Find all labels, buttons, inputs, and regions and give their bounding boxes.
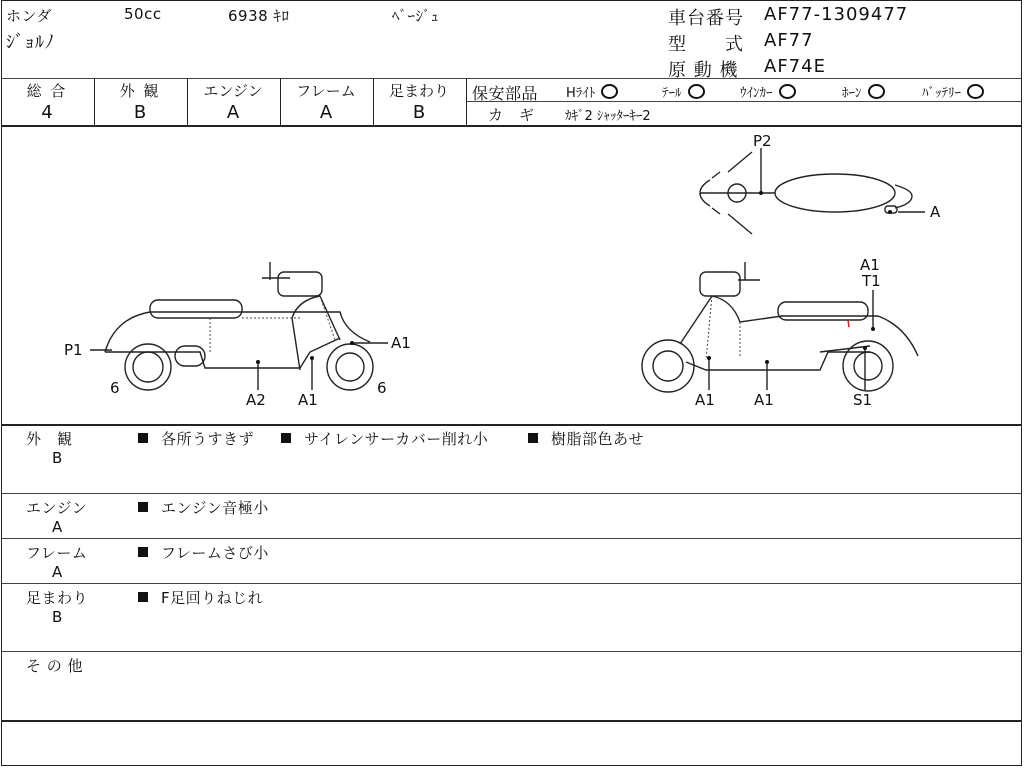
safety-label: 保安部品: [472, 84, 539, 103]
grade-name-overall: 総 合: [26, 82, 68, 100]
grade-value-frame: A: [319, 102, 333, 123]
model-name: ｼﾞｮﾙﾉ: [6, 32, 55, 53]
section-engine-grade: A: [52, 518, 63, 536]
label-left-a1r: A1: [391, 334, 411, 352]
divider: [1, 78, 1022, 79]
section-appearance-name: 外 観: [26, 430, 73, 448]
type-value: AF77: [764, 30, 814, 51]
mileage: 6938 ｷﾛ: [228, 7, 290, 25]
engine-label: 原 動 機: [668, 60, 739, 81]
note-engine-1: エンジン音極小: [138, 497, 269, 518]
label-a-top: A: [930, 203, 941, 221]
scooter-left-view: [105, 262, 373, 390]
label-left-6a: 6: [110, 379, 120, 397]
grade-name-appearance: 外 観: [119, 82, 161, 100]
grade-name-frame: フレーム: [296, 82, 356, 100]
safety-horn: ﾎｰﾝ: [842, 82, 885, 101]
check-circle-icon: [779, 84, 796, 99]
safety-headlight: Hﾗｲﾄ: [566, 82, 618, 101]
scooter-top-view: [700, 152, 912, 234]
displacement: 50cc: [124, 5, 162, 23]
section-suspension-name: 足まわり: [26, 589, 89, 607]
note-appearance-1: 各所うすきず: [138, 428, 254, 449]
grade-value-engine: A: [226, 102, 240, 123]
label-right-s1: S1: [853, 391, 873, 409]
grade-value-overall: 4: [41, 102, 53, 123]
section-frame-name: フレーム: [26, 544, 88, 562]
section-suspension-grade: B: [52, 608, 63, 626]
scooter-damage-diagram: [0, 126, 1024, 424]
label-left-a2: A2: [246, 391, 266, 409]
color: ﾍﾞｰｼﾞｭ: [392, 7, 440, 25]
maker: ホンダ: [6, 7, 52, 25]
label-p2: P2: [753, 132, 772, 150]
label-right-a1a: A1: [695, 391, 715, 409]
note-suspension-1: F足回りねじれ: [138, 587, 263, 608]
type-label: 型 式: [668, 34, 744, 55]
check-circle-icon: [967, 84, 984, 99]
section-other-name: そ の 他: [26, 657, 84, 675]
label-right-t1: T1: [862, 272, 881, 290]
section-appearance-grade: B: [52, 449, 63, 467]
check-circle-icon: [601, 84, 618, 99]
check-circle-icon: [688, 84, 705, 99]
note-frame-1: フレームさび小: [138, 542, 269, 563]
grade-value-appearance: B: [133, 102, 147, 123]
label-left-a1b: A1: [298, 391, 318, 409]
grade-name-suspension: 足まわり: [388, 82, 449, 100]
key-label: カ ギ: [488, 106, 535, 124]
grade-name-engine: エンジン: [203, 82, 263, 100]
frame-no: AF77-1309477: [764, 4, 909, 25]
label-p1: P1: [64, 341, 83, 359]
frame-no-label: 車台番号: [668, 8, 744, 29]
label-right-a1t: A1: [860, 256, 880, 274]
safety-battery: ﾊﾞｯﾃﾘｰ: [922, 82, 984, 101]
safety-winker: ｳｲﾝｶｰ: [740, 82, 796, 101]
grade-value-suspension: B: [412, 102, 426, 123]
note-appearance-3: 樹脂部色あせ: [528, 428, 644, 449]
section-engine-name: エンジン: [26, 499, 88, 517]
section-frame-grade: A: [52, 563, 63, 581]
note-appearance-2: サイレンサーカバー削れ小: [281, 428, 488, 449]
engine-value: AF74E: [764, 56, 826, 77]
check-circle-icon: [868, 84, 885, 99]
label-left-6b: 6: [377, 379, 387, 397]
key-value: ｶｷﾞ2 ｼｬｯﾀｰｷｰ2: [565, 109, 651, 124]
label-right-a1b: A1: [754, 391, 774, 409]
safety-tail: ﾃｰﾙ: [662, 82, 705, 101]
